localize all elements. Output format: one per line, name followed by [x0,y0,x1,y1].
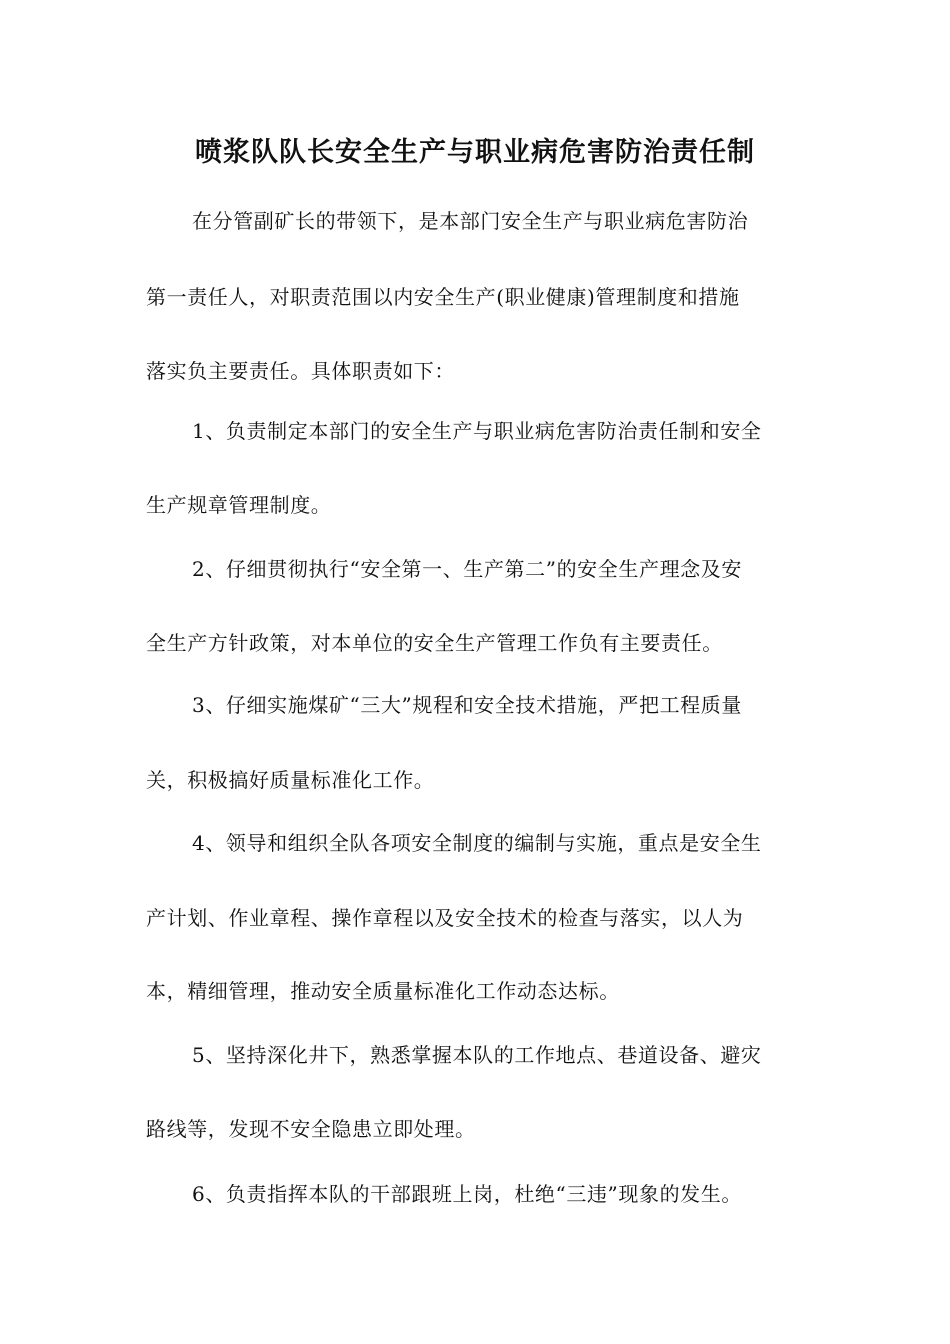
paragraph-line: 落实负主要责任。具体职责如下： [146,359,455,383]
paragraph-line: 全生产方针政策，对本单位的安全生产管理工作负有主要责任。 [146,631,723,655]
paragraph-line: 1、负责制定本部门的安全生产与职业病危害防治责任制和安全 [192,419,762,443]
paragraph-line: 本，精细管理，推动安全质量标准化工作动态达标。 [146,979,620,1003]
document-title: 喷浆队队长安全生产与职业病危害防治责任制 [195,137,755,168]
paragraph-line: 生产规章管理制度。 [146,493,332,517]
paragraph-line: 4、领导和组织全队各项安全制度的编制与实施，重点是安全生 [192,831,762,855]
paragraph-line: 2、仔细贯彻执行“安全第一、生产第二”的安全生产理念及安 [192,557,742,581]
paragraph-line: 在分管副矿长的带领下，是本部门安全生产与职业病危害防治 [192,209,749,233]
paragraph-line: 3、仔细实施煤矿“三大”规程和安全技术措施，严把工程质量 [192,693,742,717]
paragraph-line: 关，积极搞好质量标准化工作。 [146,768,435,792]
paragraph-line: 5、坚持深化井下，熟悉掌握本队的工作地点、巷道设备、避灾 [192,1043,762,1067]
paragraph-line: 产计划、作业章程、操作章程以及安全技术的检查与落实，以人为 [146,906,744,930]
paragraph-line: 第一责任人，对职责范围以内安全生产(职业健康)管理制度和措施 [146,285,740,309]
paragraph-line: 路线等，发现不安全隐患立即处理。 [146,1117,476,1141]
paragraph-line: 6、负责指挥本队的干部跟班上岗，杜绝“三违”现象的发生。 [192,1182,742,1206]
